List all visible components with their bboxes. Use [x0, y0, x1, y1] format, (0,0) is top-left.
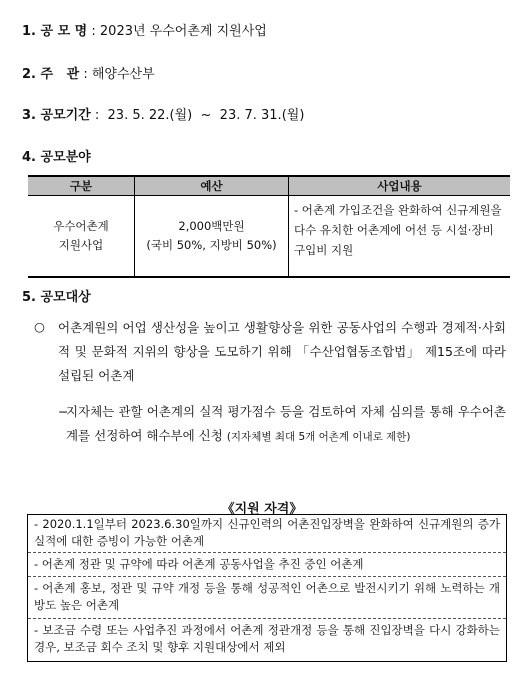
organizer-value: : 해양수산부 [83, 67, 155, 82]
organizer-line [22, 63, 155, 82]
qualification-item-3: - 어촌계 홍보, 정관 및 규약 개정 등을 통해 성공적인 어촌으로 발전시키기 위해 노력하는 개방도 높은 어촌계 [34, 581, 500, 612]
sub-note-text: (지자체별 최대 5개 어촌계 이내로 제한) [226, 431, 411, 443]
qualification-item-2: - 어촌계 정관 및 규약에 따라 어촌계 공동사업을 추진 중인 어촌계 [34, 557, 364, 571]
sub-main-text: 지자체는 관할 어촌계의 실적 평가점수 등을 검토하여 자체 심의를 통해 우수어촌계를 선정하여 해수부에 신청 [66, 404, 506, 443]
period-value: : 23. 5. 22.(월) ~ 23. 7. 31.(월) [94, 108, 305, 123]
qualification-box [27, 514, 507, 662]
table-row [28, 196, 510, 278]
table-header-row [28, 176, 510, 196]
content-cell: - 어촌계 가입조건을 완화하여 신규계원을 다수 유치한 어촌계에 어선 등 시설·장비 구입비 지원 [289, 196, 511, 278]
sub-paragraph [66, 400, 506, 449]
qualification-divider [28, 552, 506, 553]
category-line2: 지원사업 [58, 238, 104, 252]
qualification-divider [28, 618, 506, 619]
qualification-item-4: - 보조금 수령 또는 사업추진 과정에서 어촌계 정관개정 등을 통해 진입장벽을 다시 강화하는 경우, 보조금 회수 조치 및 향후 지원대상에서 제외 [34, 623, 500, 654]
qualification-title: 《지원 자격》 [221, 502, 303, 517]
target-main-text: 어촌계원의 어업 생산성을 높이고 생활향상을 위한 공동사업의 수행과 경제적·사회적 및 문화적 지위의 향상을 도모하기 위해 「수산업협동조합법」 제15조에 따라 설립된 어촌계 [58, 320, 506, 383]
header-category: 구분 [28, 176, 135, 196]
contest-name-value: : 2023년 우수어촌계 지원사업 [91, 24, 267, 39]
target-section-title: 5. 공모대상 [22, 290, 91, 305]
category-line1: 우수어촌계 [53, 219, 109, 233]
contest-name-label: 1. 공 모 명 [22, 24, 88, 39]
budget-amount: 2,000백만원 [178, 219, 245, 233]
sub-dash: − [58, 404, 69, 419]
budget-ratio: (국비 50%, 지방비 50%) [146, 238, 277, 252]
qualification-divider [28, 576, 506, 577]
field-section-title: 4. 공모분야 [22, 150, 91, 165]
contest-name-line [22, 20, 267, 39]
budget-cell [135, 196, 289, 278]
period-line [22, 104, 304, 123]
period-label: 3. 공모기간 [22, 108, 91, 123]
funding-table [28, 175, 510, 278]
header-content: 사업내용 [289, 176, 511, 196]
header-budget: 예산 [135, 176, 289, 196]
target-bullet: ○ [34, 319, 45, 334]
organizer-label: 2. 주 관 [22, 67, 80, 82]
qualification-item-1: - 2020.1.1일부터 2023.6.30일까지 신규인력의 어촌진입장벽을 완화하여 신규계원의 증가 실적에 대한 증빙이 가능한 어촌계 [34, 517, 500, 548]
category-cell [28, 196, 135, 278]
